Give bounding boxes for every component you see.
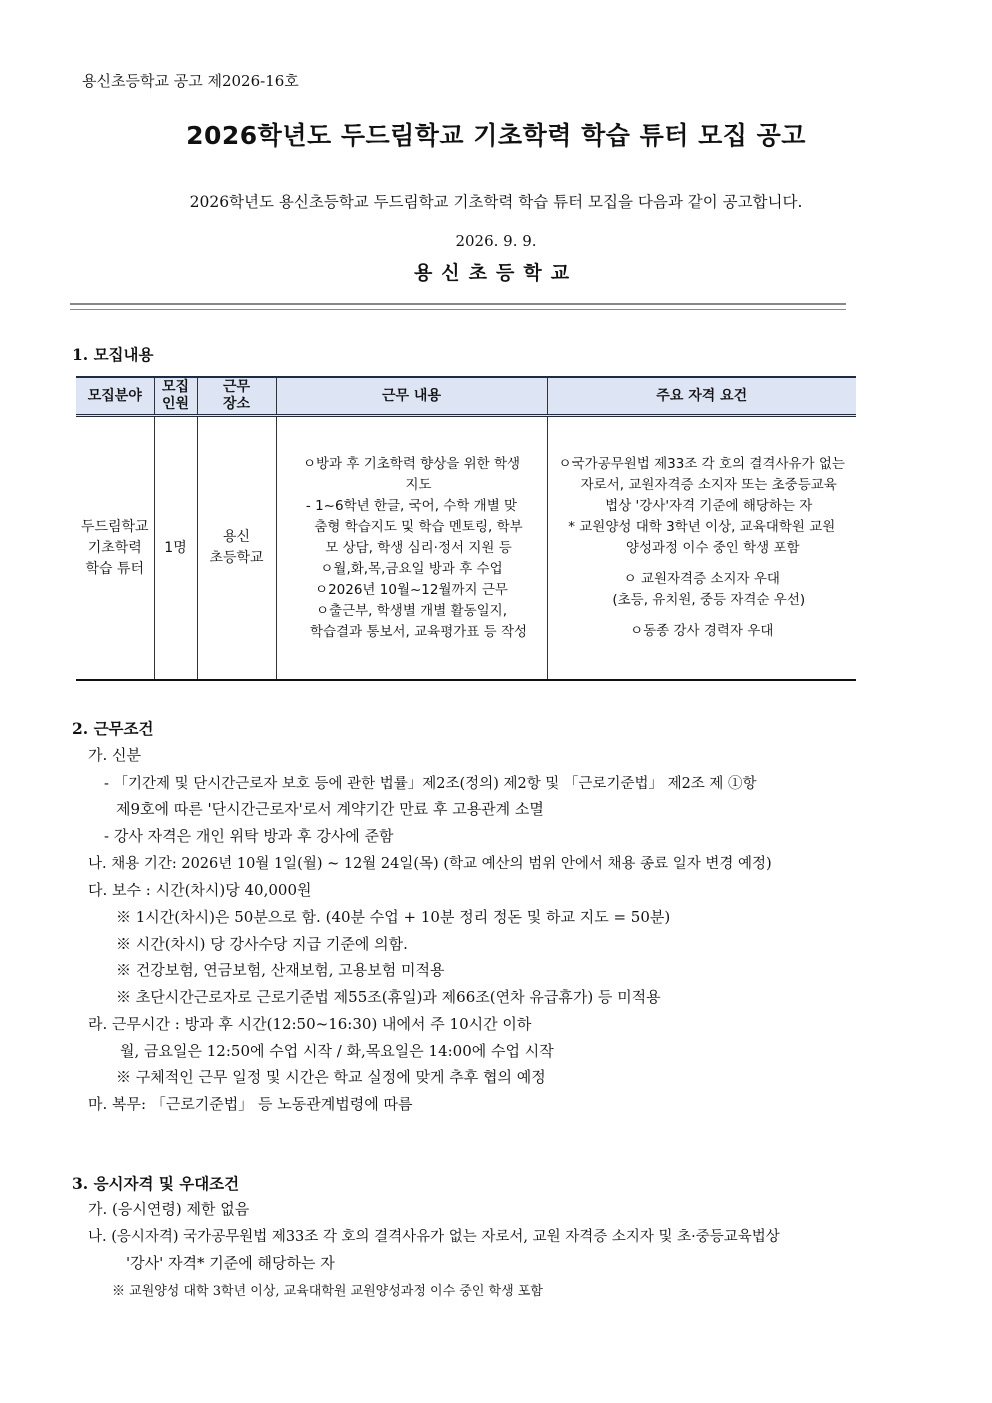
pay-note: ※ 건강보험, 연금보험, 산재보험, 고용보험 미적용 — [116, 961, 445, 979]
pay-note: ※ 1시간(차시)은 50분으로 함. (40분 수업 + 10분 정리 정돈 및 하교 지도 = 50분) — [116, 908, 671, 926]
cell-qualifications — [547, 416, 856, 681]
duty-line: ㅇ월,화,목,금요일 방과 후 수업 — [320, 560, 503, 577]
col-qualifications: 주요 자격 요건 — [547, 377, 856, 416]
status-detail-line: - 「기간제 및 단시간근로자 보호 등에 관한 법률」제2조(정의) 제2항 및 「근로기준법」 제2조 제 ①항 — [104, 776, 757, 792]
employment-status-label: 가. 신분 — [88, 746, 142, 764]
qualification-requirement-cont: '강사' 자격* 기준에 해당하는 자 — [126, 1254, 335, 1272]
page-title: 2026학년도 두드림학교 기초학력 학습 튜터 모집 공고 — [186, 121, 806, 150]
qualification-line: 자로서, 교원자격증 소지자 또는 초중등교육 — [580, 477, 837, 493]
qualification-requirement: 나. (응시자격) 국가공무원법 제33조 각 호의 결격사유가 없는 자로서, 교원 자격증 소지자 및 초·중등교육법상 — [88, 1229, 780, 1245]
pay-note: ※ 시간(차시) 당 강사수당 지급 기준에 의함. — [116, 935, 408, 953]
header-divider-thin — [70, 309, 846, 310]
cell-place: 용신 초등학교 — [197, 416, 276, 681]
duty-line: ㅇ출근부, 학생별 개별 활동일지, — [316, 602, 507, 619]
duty-line: ㅇ방과 후 기초학력 향상을 위한 학생 — [302, 455, 521, 472]
section-1-heading: 1. 모집내용 — [72, 345, 154, 364]
duty-line: 학습결과 통보서, 교육평가표 등 작성 — [309, 623, 528, 640]
service-line: 마. 복무: 「근로기준법」 등 노동관계법령에 따름 — [88, 1095, 413, 1113]
header-divider — [70, 303, 846, 305]
table-header-row — [76, 377, 856, 416]
section-2-heading: 2. 근무조건 — [72, 719, 154, 738]
notice-date: 2026. 9. 9. — [455, 232, 537, 250]
work-hours-note: ※ 구체적인 근무 일정 및 시간은 학교 실정에 맞게 추후 협의 예정 — [116, 1068, 546, 1086]
intro-text: 2026학년도 용신초등학교 두드림학교 기초학력 학습 튜터 모집을 다음과 같이 공고합니다. — [189, 193, 803, 211]
col-count: 모집 인원 — [154, 377, 197, 416]
duty-line: 지도 — [405, 476, 432, 493]
table-row — [76, 416, 856, 681]
age-requirement: 가. (응시연령) 제한 없음 — [88, 1200, 250, 1218]
recruitment-table — [76, 376, 856, 681]
duty-line: ㅇ2026년 10월~12월까지 근무 — [315, 581, 508, 598]
col-place: 근무 장소 — [197, 377, 276, 416]
duty-line: 모 상담, 학생 심리·정서 지원 등 — [325, 539, 512, 556]
section-3-heading: 3. 응시자격 및 우대조건 — [72, 1174, 240, 1193]
status-detail-line: 제9호에 따른 '단시간근로자'로서 계약기간 만료 후 고용관계 소멸 — [116, 800, 544, 818]
pay-line: 다. 보수 : 시간(차시)당 40,000원 — [88, 881, 312, 899]
pay-note: ※ 초단시간근로자로 근로기준법 제55조(휴일)과 제66조(연차 유급휴가) 등 미적용 — [116, 988, 661, 1006]
work-hours-detail: 월, 금요일은 12:50에 수업 시작 / 화,목요일은 14:00에 수업 시작 — [120, 1042, 554, 1060]
qualification-line: (초등, 유치원, 중등 자격순 우선) — [612, 592, 806, 608]
spacer — [548, 611, 857, 621]
qualification-note: ※ 교원양성 대학 3학년 이상, 교육대학원 교원양성과정 이수 중인 학생 포함 — [112, 1284, 543, 1299]
notice-number: 용신초등학교 공고 제2026-16호 — [82, 72, 299, 90]
qualification-line: ㅇ국가공무원법 제33조 각 호의 결격사유가 없는 — [558, 456, 845, 472]
cell-count: 1명 — [154, 416, 197, 681]
work-hours-line: 라. 근무시간 : 방과 후 시간(12:50~16:30) 내에서 주 10시간 이하 — [88, 1015, 532, 1033]
cell-field: 두드림학교 기초학력 학습 튜터 — [76, 416, 154, 681]
col-duty: 근무 내용 — [276, 377, 547, 416]
qualification-line: ㅇ동종 강사 경력자 우대 — [630, 623, 774, 639]
qualification-line: 법상 '강사'자격 기준에 해당하는 자 — [605, 498, 813, 514]
school-name: 용신초등학교 — [413, 262, 579, 284]
cell-duty — [276, 416, 547, 681]
qualification-line: 양성과정 이수 중인 학생 포함 — [625, 540, 800, 556]
qualification-line: ㅇ 교원자격증 소지자 우대 — [623, 571, 780, 587]
status-detail-line: - 강사 자격은 개인 위탁 방과 후 강사에 준함 — [104, 827, 394, 845]
qualification-line: * 교원양성 대학 3학년 이상, 교육대학원 교원 — [568, 519, 836, 535]
duty-line: 춤형 학습지도 및 학습 멘토링, 학부 — [314, 518, 523, 535]
employment-period: 나. 채용 기간: 2026년 10월 1일(월) ~ 12월 24일(목) (학교 예산의 범위 안에서 채용 종료 일자 변경 예정) — [88, 856, 772, 872]
duty-line: - 1~6학년 한글, 국어, 수학 개별 맞 — [305, 497, 518, 514]
spacer — [548, 559, 857, 569]
col-field: 모집분야 — [76, 377, 154, 416]
